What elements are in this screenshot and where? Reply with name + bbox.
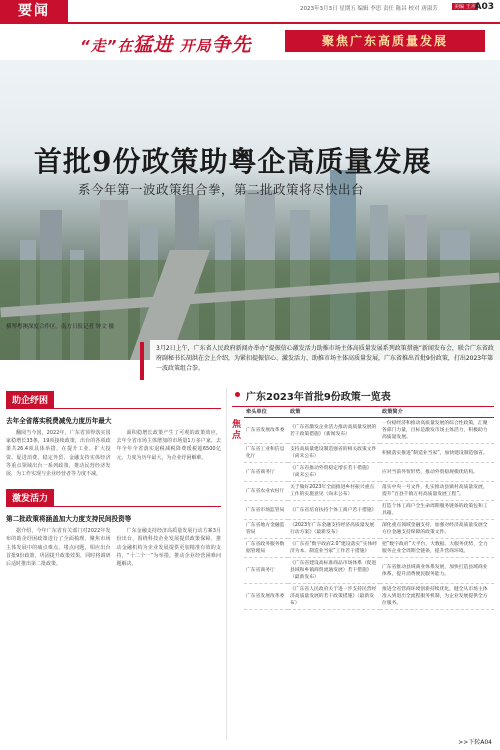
slogan-part: ” [106,37,118,55]
banner: 聚焦广东高质量发展 [285,30,485,52]
sub-headline: 第二批政策将涵盖加大力度支持民间投资等 [6,515,132,524]
article-text: 面积稳增长政策产生了可观的政策效应，去年全省市场主体增加的市场量1万多户家。去年全年全省落实退税减税降费缓税超6500亿元，力度为历年最大，为企业纾困解难。 [116,430,221,461]
article-text: 广东金融支持经济高质量发展行动方案3月份出台，围绕科技企业发展提供政策保障，推动金融机构为企业发展提供更加精准有效的支持，“十二个一”为举措，推动企业经营困难问题解决。 [116,528,221,568]
section-rule [6,408,221,409]
article-text: 翻阅当今国，2022年，广东省顶得落实国家稳增长33条，19项接续政策，出台的各项政策共26.4项具体举措，在提升工业、扩大投资、促进消费、稳定外贸、金融支持实体经济等重点领域出台一系列政策，推动民营经济发展，为工作实现与企业经营者等力度不减。 [6,430,111,478]
slogan-part: 开局 [173,37,212,55]
table-title: 广东2023年首批9份政策一览表 [246,392,391,403]
section-rule [6,506,221,507]
table-row [244,584,494,610]
cell-policy: 《广东省推动外贸稳定增长若干措施》（尚未公布） [288,463,380,482]
article-text: 据介绍，今年广东省有关部门对2022年发布的助企纾困政策进行了全面梳理，聚焦市场主体发展中的痛点难点、堵点问题，相应出台首批9份政策，巩固提升政策效果，同时将调研后适时推出第二批政策。 [6,528,111,568]
slogan-part: 在 [117,37,134,55]
section-head: 激发活力 [6,489,54,506]
table-row [244,482,494,501]
cell-unit: 广东省商务厅 [244,558,288,584]
section-tab: 要闻 [0,0,68,22]
table-header-row [244,406,494,418]
subheadline: 系今年第一波政策组合拳，第二批政策将尽快出台 [78,182,365,197]
column-divider [226,388,227,740]
photo-credit: 横琴粤澳深度合作区。南方日报记者 钟文 摄 [6,324,114,330]
slogan-part: “ [80,37,91,55]
header-rule [0,22,500,24]
cell-unit: 广东省农业农村厅 [244,482,288,501]
policy-table [244,406,494,610]
table-row [244,539,494,558]
section-block [6,388,221,478]
cell-unit: 广东省发展改革委 [244,418,288,444]
hero-photo [0,60,500,360]
cell-policy: 《2023年广东金融支持经济高质量发展行动方案》（最新发布） [288,520,380,539]
article-columns [6,429,221,478]
cell-desc: 积极落实推进“制造业当家”，加快建设制造强省。 [380,444,494,463]
lede-accent-bar [140,342,144,380]
cell-desc: 一份稳经济和推动高质量发展的综合性政策，汇聚各部门力量，目标是激发市场主体活力，积极助力高质量发展。 [380,418,494,444]
bullet-icon [235,392,240,397]
slogan [80,30,252,57]
cell-desc: 应对当前外贸形势，推动外贸稳规模优结构。 [380,463,494,482]
section-block [6,486,221,568]
cell-desc: 广东省推动县域商业体系发展，加快打造县域商业体系，提升消费便民服务能力。 [380,558,494,584]
left-column [6,388,221,568]
table-row [244,501,494,520]
cell-policy: 《广东省建设高标准商品市场体系（促进县域和乡镇商贸流通发展）若干措施》（最新发布） [288,558,380,584]
cell-policy: 《广东省激发企业活力推动高质量发展的若干政策措施》（新闻发布） [288,418,380,444]
slogan-part: 争先 [211,34,252,56]
cell-desc: 深化重点领域金融支持，加强对经济高质量发展全方位金融支持保障的政策文件。 [380,520,494,539]
column-header: 牵头单位 [244,406,288,418]
headline: 首批9份政策助粤企高质量发展 [34,145,432,178]
lede-paragraph: 3月2日上午，广东省人民政府新闻办举办“提振信心激发活力助推市场主体高质量发展系列政策措施”新闻发布会，联合广东省政府副秘书长胡洪在会上介绍，为紧扣提振信心、激发活力、助推市场主体高质量发展，广东省推出首批9份政策，打出2023年第一波政策组合拳。 [150,340,500,378]
table-row [244,463,494,482]
continued-link[interactable]: >>下转A04 [458,739,492,746]
cell-unit: 广东省发展改革委 [244,584,288,610]
cell-unit: 广东省市场监管局 [244,501,288,520]
cell-unit: 广东省商务厅 [244,463,288,482]
editor-badge: 美编 王卉 [454,4,476,10]
cell-desc: 落实中央一号文件，扎实推动县镇村高质量发展，提升“百县千镇万村高质量发展工程”。 [380,482,494,501]
cell-policy: 支持高质量建设制造强省的相关政策文件（尚未公布） [288,444,380,463]
cell-unit: 广东省政务服务数据管理局 [244,539,288,558]
sub-headline: 去年全省落实税费减免力度历年最大 [6,417,112,425]
dateline: 2023年3月3日 星期五 编辑 李思 责任 陈昌 校对 唐淑芳 [300,6,438,12]
table-row [244,444,494,463]
column-header: 政策 [288,406,380,418]
cell-unit: 广东省地方金融监管局 [244,520,288,539]
cell-unit: 广东省工业和信息化厅 [244,444,288,463]
page-number: A03 [474,2,494,12]
cell-policy: 关于做好2023年全面推进乡村振兴重点工作的实施意见（尚未公布） [288,482,380,501]
cell-desc: 把“数字政府”大平台、大数据、大服务优势，全力服务企业全周期全链条，提升营商环境。 [380,539,494,558]
cell-policy: 《广东省“数字政府2.0”建设落实“实体经济为本、制造业当家”工作若干措施》 [288,539,380,558]
focus-label: 焦点 [232,420,242,441]
policy-table-block [232,388,494,407]
article-columns [6,527,221,568]
cell-policy: 《广东省人民政府关于进一步支持民营经济高质量发展的若干政策措施》（最新发布） [288,584,380,610]
column-header: 政策简介 [380,406,494,418]
table-row [244,558,494,584]
table-row [244,520,494,539]
cell-desc: 推进全省营商环境创新持续优化，健全从市场主体准入到退出全流程服务机制，为企业发展提供全方位服务。 [380,584,494,610]
table-row [244,418,494,444]
section-head: 助企纾困 [6,391,54,408]
slogan-part: 猛进 [133,34,174,56]
slogan-part: 走 [90,37,107,55]
cell-desc: 打造个体工商户全生命周期服务链条的政策包和工具箱。 [380,501,494,520]
page-header [0,0,500,60]
cell-policy: 《广东省培育扶持个体工商户若干措施》 [288,501,380,520]
